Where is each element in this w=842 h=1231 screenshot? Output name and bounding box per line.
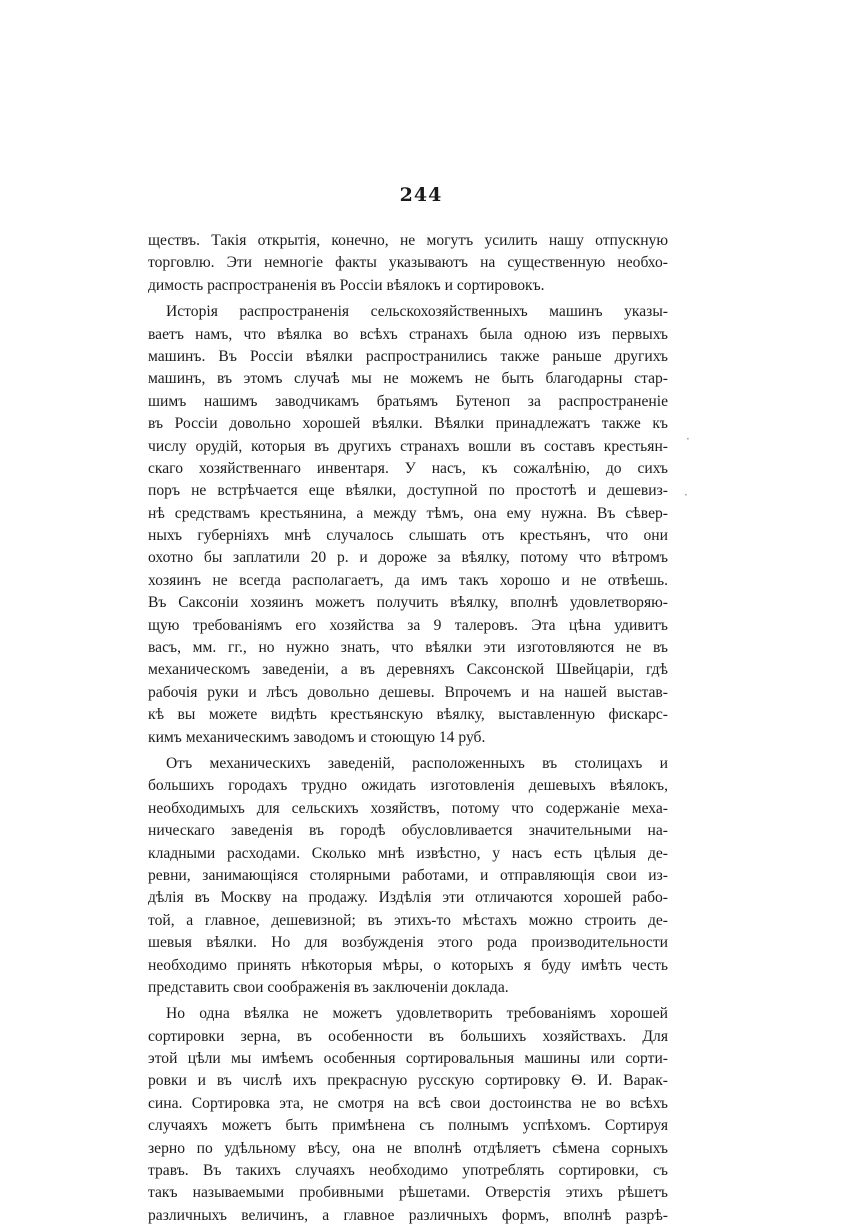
paragraph-3 — [148, 753, 668, 999]
margin-dot: · — [686, 432, 690, 446]
text-line: шевыя вѣялки. Но для возбужденія этого рода производительности — [148, 934, 668, 952]
text-line: шимъ нашимъ заводчикамъ братьямъ Бутеноп за распространеніе — [148, 392, 668, 410]
text-line: щую требованіямъ его хозяйства за 9 талеровъ. Эта цѣна удивитъ — [148, 616, 668, 634]
text-line: этой цѣли мы имѣемъ особенныя сортировальныя машины или сорти- — [148, 1050, 668, 1068]
text-line: большихъ городахъ трудно ожидать изготовленія дешевыхъ вѣялокъ, — [148, 777, 668, 795]
text-line: димость распространенія въ Россіи вѣялокъ и сортировокъ. — [148, 276, 545, 294]
text-line: травъ. Въ такихъ случаяхъ необходимо употреблять сортировки, съ — [148, 1162, 668, 1180]
text-line: зерно по удѣльному вѣсу, она не вполнѣ отдѣляетъ сѣмена сорныхъ — [148, 1139, 668, 1157]
text-line: необходимыхъ для сельскихъ хозяйствъ, потому что содержаніе меха- — [148, 799, 668, 817]
text-line: ществъ. Такія открытія, конечно, не могутъ усилить нашу отпускную — [148, 232, 668, 249]
text-line: такъ называемыми пробивными рѣшетами. Отверстія этихъ рѣшетъ — [148, 1184, 668, 1202]
text-line: кимъ механическимъ заводомъ и стоющую 14 руб. — [148, 728, 486, 746]
paragraph-4 — [148, 1003, 668, 1227]
text-line: Въ Саксоніи хозяинъ можетъ получить вѣялку, вполнѣ удовлетворяю- — [148, 594, 668, 612]
paragraph-2 — [148, 301, 668, 749]
text-line: ническаго заведенія въ городѣ обусловливается значительными на- — [148, 822, 668, 840]
text-line: рабочія руки и лѣсъ довольно дешевы. Впрочемъ и на нашей выстав- — [148, 683, 668, 701]
text-line: васъ, мм. гг., но нужно знать, что вѣялки эти изготовляются не въ — [148, 639, 668, 657]
text-line: сортировки зерна, въ особенности въ большихъ хозяйствахъ. Для — [148, 1027, 668, 1045]
text-line: различныхъ величинъ, а главное различныхъ формъ, вполнѣ разрѣ- — [148, 1206, 668, 1224]
text-line: поръ не встрѣчается еще вѣялки, доступной по простотѣ и дешевиз- — [148, 482, 668, 500]
text-line: въ Россіи довольно хорошей вѣялки. Вѣялки принадлежатъ также къ — [148, 415, 668, 433]
text-line: ревни, занимающіяся столярными работами, и отправляющія свои из- — [148, 866, 668, 884]
text-line: сина. Сортировка эта, не смотря на всѣ свои достоинства не во всѣхъ — [148, 1094, 668, 1112]
text-line: кѣ вы можете видѣть крестьянскую вѣялку, выставленную фискарс- — [148, 706, 668, 724]
body-text — [148, 230, 668, 1231]
text-line: торговлю. Эти немногіе факты указываютъ на существенную необхо- — [148, 254, 668, 272]
text-line: охотно бы заплатили 20 р. и дороже за вѣялку, потому что вѣтромъ — [148, 549, 668, 567]
text-line: скаго хозяйственнаго инвентаря. У насъ, къ сожалѣнію, до сихъ — [148, 459, 668, 477]
text-line: дѣлія въ Москву на продажу. Издѣлія эти отличаются хорошей рабо- — [148, 889, 668, 907]
text-line: машинъ, въ этомъ случаѣ мы не можемъ не быть благодарны стар- — [148, 370, 668, 388]
paragraph-1 — [148, 230, 668, 297]
text-line: машинъ. Въ Россіи вѣялки распространились также раньше другихъ — [148, 347, 668, 365]
text-line: Но одна вѣялка не можетъ удовлетворить требованіямъ хорошей — [166, 1005, 668, 1023]
text-line: случаяхъ можетъ быть примѣнена съ полнымъ успѣхомъ. Сортируя — [148, 1117, 668, 1135]
text-line: числу орудій, которыя въ другихъ странахъ вошли въ составъ крестьян- — [148, 437, 668, 455]
margin-dot: · — [684, 488, 688, 502]
text-line: Исторія распространенія сельскохозяйственныхъ машинъ указы- — [166, 303, 668, 321]
text-line: ныхъ губерніяхъ мнѣ случалось слышать отъ крестьянъ, что они — [148, 527, 668, 545]
text-line: механическомъ заведеніи, а въ деревняхъ Саксонской Швейцаріи, гдѣ — [148, 661, 668, 679]
text-line: необходимо принять нѣкоторыя мѣры, о которыхъ я буду имѣть честь — [148, 956, 668, 974]
text-line: хозяинъ не всегда располагаетъ, да имъ такъ хорошо и не отвѣешь. — [148, 571, 668, 589]
text-line: Отъ механическихъ заведеній, расположенныхъ въ столицахъ и — [166, 754, 668, 772]
text-line: ровки и въ числѣ ихъ прекрасную русскую сортировку Ѳ. И. Варак- — [148, 1072, 668, 1090]
text-line: той, а главное, дешевизной; въ этихъ-то мѣстахъ можно строить де- — [148, 911, 668, 929]
page-number: 244 — [399, 184, 443, 206]
text-line: кладными расходами. Сколько мнѣ извѣстно, у насъ есть цѣлыя де- — [148, 844, 668, 862]
text-line: представить свои соображенія въ заключеніи доклада. — [148, 978, 509, 996]
text-line: нѣ средствамъ крестьянина, а между тѣмъ, она ему нужна. Въ сѣвер- — [148, 504, 668, 522]
text-line: ваетъ намъ, что вѣялка во всѣхъ странахъ была одною изъ первыхъ — [148, 325, 668, 343]
